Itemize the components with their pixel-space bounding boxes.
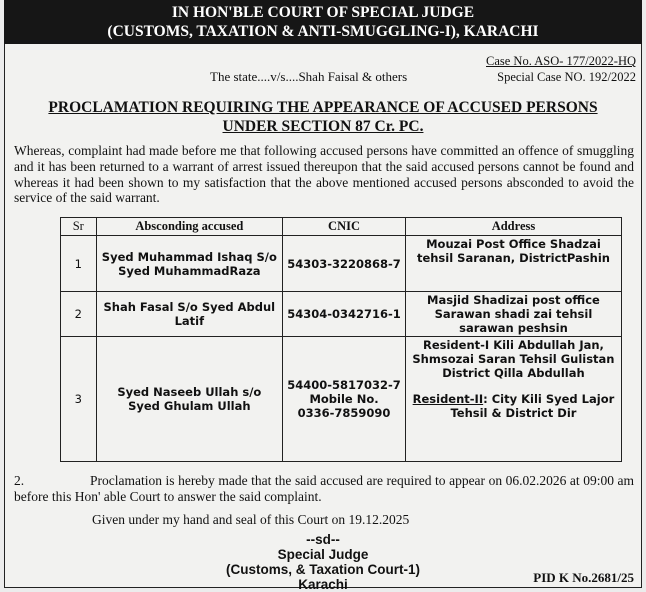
proclamation-title-line2: UNDER SECTION 87 Cr. PC. (222, 118, 424, 135)
header-address: Address (405, 218, 621, 236)
row-cnic: 54304-0342716-1 (283, 292, 406, 337)
paragraph-2-number: 2. (14, 473, 25, 488)
proclamation-title (0, 98, 646, 136)
given-under-hand: Given under my hand and seal of this Court on 19.12.2025 (92, 512, 410, 527)
row-address (405, 337, 621, 462)
court-header-line1: IN HON'BLE COURT OF SPECIAL JUDGE (171, 4, 475, 21)
resident-2-text: : City Kili Syed Lajor Tehsil & District Dir (450, 392, 615, 420)
signature-title: Special Judge (277, 547, 369, 562)
proclamation-title-line1: PROCLAMATION REQUIRING THE APPEARANCE OF ACCUSED PERSONS (48, 99, 598, 116)
row-accused-name: Syed Naseeb Ullah s/o Syed Ghulam Ullah (96, 337, 283, 462)
row-address-resident-1: Resident-I Kili Abdullah Jan, Shmsozai Saran Tehsil Gulistan District Qilla Abdullah (412, 338, 615, 380)
court-header (4, 0, 642, 44)
case-parties: The state....v/s....Shah Faisal & others (210, 69, 408, 84)
case-number: Case No. ASO- 177/2022-HQ (486, 54, 636, 68)
row-cnic-mobile (283, 337, 406, 462)
row-sr: 3 (61, 337, 97, 462)
court-header-line2: (CUSTOMS, TAXATION & ANTI-SMUGGLING-I), KARACHI (107, 23, 539, 40)
header-sr: Sr (61, 218, 97, 236)
row-accused-name: Shah Fasal S/o Syed Abdul Latif (96, 292, 283, 337)
row-address: Masjid Shadizai post office Sarawan shadi zai tehsil sarawan peshsin (405, 292, 621, 337)
row-address-resident-2 (410, 392, 617, 420)
special-case-number: Special Case NO. 192/2022 (497, 70, 636, 84)
signature-city: Karachi (298, 577, 348, 592)
table-row (61, 236, 622, 292)
row-mobile-label: Mobile No. (309, 392, 379, 406)
row-accused-name: Syed Muhammad Ishaq S/o Syed MuhammadRaza (96, 236, 283, 292)
accused-table (60, 217, 622, 462)
table-row (61, 337, 622, 462)
header-cnic: CNIC (283, 218, 406, 236)
row-cnic: 54400-5817032-7 (287, 378, 401, 392)
row-sr: 1 (61, 236, 97, 292)
table-header-row (61, 218, 622, 236)
resident-2-label: Resident-II (412, 392, 484, 406)
whereas-paragraph: Whereas, complaint had made before me that following accused persons have committed an offence of smuggling and it has been returned to a warrant of arrest issued thereupon that the said accused persons cannot be found and whereas it had been shown to my satisfaction that the above mentioned accused persons absconded to avoid the service of the said warrant. (14, 143, 634, 206)
table-row (61, 292, 622, 337)
signature-sd: --sd-- (306, 532, 340, 547)
row-sr: 2 (61, 292, 97, 337)
header-absconding-accused: Absconding accused (96, 218, 283, 236)
pid-number: PID K No.2681/25 (533, 570, 634, 585)
signature-court: (Customs, & Taxation Court-1) (225, 562, 420, 577)
row-address: Mouzai Post Office Shadzai tehsil Saranan, DistrictPashin (405, 236, 621, 292)
row-mobile: 0336-7859090 (297, 406, 391, 420)
row-cnic: 54303-3220868-7 (283, 236, 406, 292)
paragraph-2: Proclamation is hereby made that the said accused are required to appear on 06.02.2026 at 09:00 am before this Hon' able Court to answer the said complaint. (14, 473, 634, 504)
